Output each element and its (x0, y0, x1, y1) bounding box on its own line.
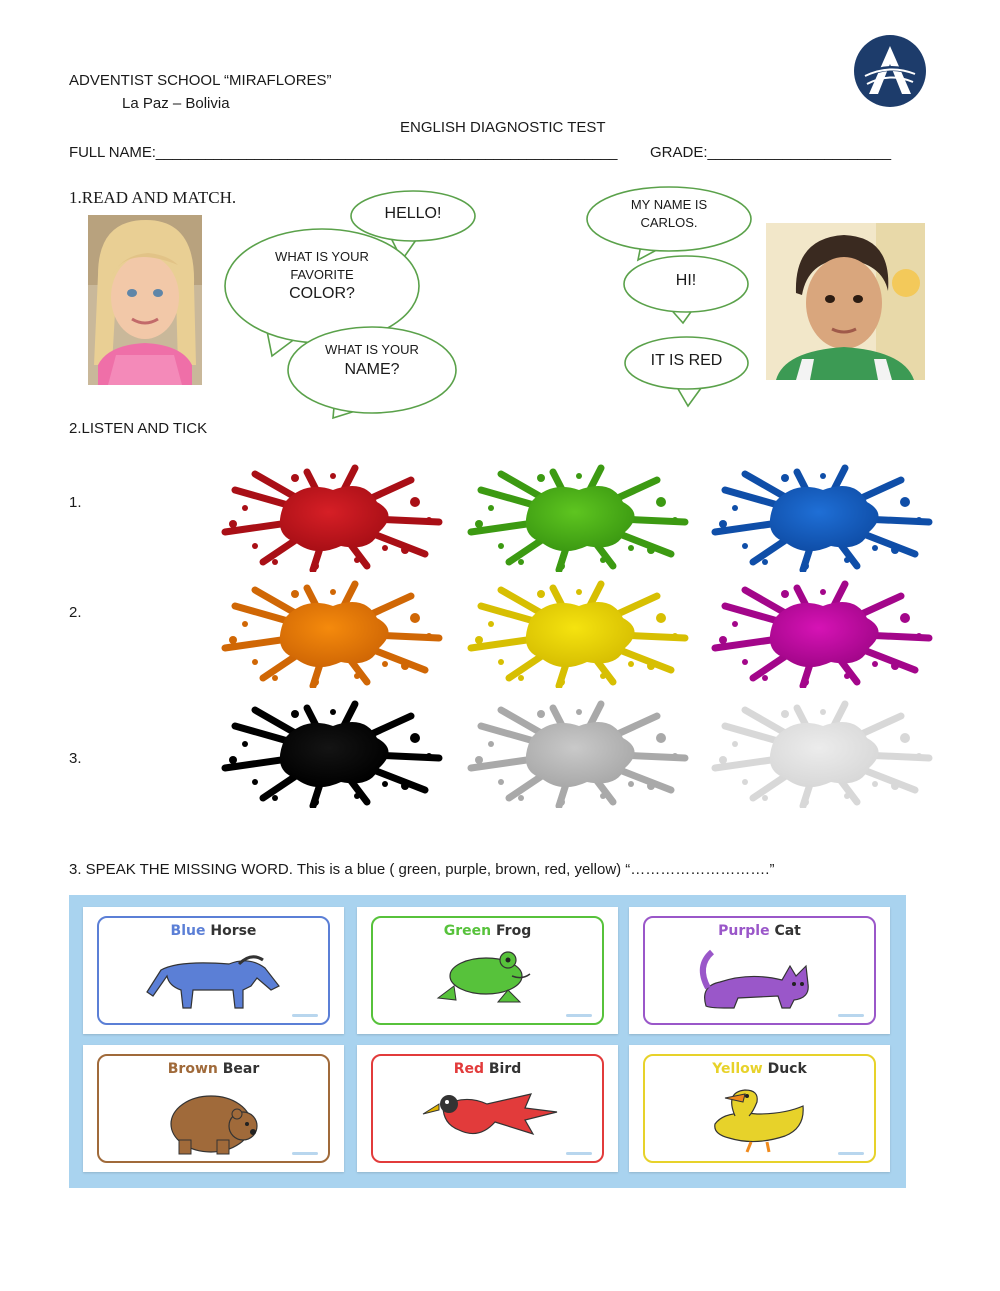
horse-icon (139, 946, 289, 1017)
card-footer-mark (838, 1152, 864, 1155)
card-color-word: Purple (718, 923, 770, 939)
magenta-paint-splat[interactable] (705, 578, 935, 688)
animal-card[interactable] (629, 907, 890, 1034)
red-paint-splat[interactable] (215, 462, 445, 572)
orange-paint-splat[interactable] (215, 578, 445, 688)
speech-bubble (623, 255, 749, 313)
row-number: 1. (69, 494, 82, 511)
card-border (97, 916, 330, 1025)
card-color-word: Red (453, 1061, 484, 1077)
card-title (99, 923, 328, 939)
animal-card[interactable] (629, 1045, 890, 1172)
bubble-text: COLOR? (289, 285, 355, 303)
yellow-paint-splat[interactable] (461, 578, 691, 688)
girl-photo (88, 215, 202, 385)
school-location: La Paz – Bolivia (122, 95, 230, 112)
bubble-text: WHAT IS YOUR (275, 249, 369, 264)
card-border (643, 916, 876, 1025)
card-animal-word: Bird (488, 1061, 522, 1077)
card-color-word: Yellow (712, 1061, 763, 1077)
card-title (373, 1061, 602, 1077)
speech-bubble (586, 186, 752, 252)
card-footer-mark (566, 1152, 592, 1155)
card-border (371, 916, 604, 1025)
bubble-text: WHAT IS YOUR (325, 342, 419, 357)
animal-card[interactable] (83, 907, 344, 1034)
row-number: 2. (69, 604, 82, 621)
card-animal-word: Horse (210, 923, 257, 939)
green-paint-splat[interactable] (461, 462, 691, 572)
bubble-text: HI! (675, 272, 697, 289)
adventist-logo-icon (853, 34, 927, 108)
animal-card[interactable] (357, 907, 618, 1034)
card-footer-mark (838, 1014, 864, 1017)
bubble-text: HELLO! (384, 205, 442, 222)
animal-cards-panel (69, 895, 906, 1188)
light-gray-paint-splat[interactable] (705, 698, 935, 808)
card-animal-word: Duck (767, 1061, 807, 1077)
card-title (373, 923, 602, 939)
card-footer-mark (566, 1014, 592, 1017)
frog-icon (428, 946, 548, 1011)
grade-field[interactable]: GRADE:______________________ (650, 144, 892, 161)
bird-icon (413, 1084, 563, 1155)
card-color-word: Blue (170, 923, 206, 939)
bubble-text: MY NAME IS (630, 197, 708, 212)
bear-icon (159, 1084, 269, 1161)
bubble-text: NAME? (344, 360, 400, 378)
blue-paint-splat[interactable] (705, 462, 935, 572)
gray-paint-splat[interactable] (461, 698, 691, 808)
animal-card[interactable] (83, 1045, 344, 1172)
section3-heading: 3. SPEAK THE MISSING WORD. This is a blue ( green, purple, brown, red, yellow) “……………………….” (69, 861, 775, 878)
test-title: ENGLISH DIAGNOSTIC TEST (400, 119, 606, 136)
bubble-text: FAVORITE (290, 266, 354, 282)
card-color-word: Brown (167, 1061, 218, 1077)
card-footer-mark (292, 1014, 318, 1017)
card-title (645, 1061, 874, 1077)
card-title (645, 923, 874, 939)
card-border (371, 1054, 604, 1163)
bubble-text: CARLOS. (640, 214, 698, 230)
card-animal-word: Cat (774, 923, 801, 939)
card-border (643, 1054, 876, 1163)
card-animal-word: Bear (222, 1061, 260, 1077)
animal-card[interactable] (357, 1045, 618, 1172)
boy-photo (766, 223, 925, 380)
card-color-word: Green (443, 923, 492, 939)
speech-bubble (287, 326, 457, 414)
bubble-text: IT IS RED (650, 352, 723, 369)
black-paint-splat[interactable] (215, 698, 445, 808)
full-name-field[interactable]: FULL NAME:________________________________________________________ (69, 144, 618, 161)
school-name: ADVENTIST SCHOOL “MIRAFLORES” (69, 72, 332, 89)
card-title (99, 1061, 328, 1077)
card-footer-mark (292, 1152, 318, 1155)
speech-bubble (624, 336, 749, 390)
cat-icon (690, 946, 830, 1017)
section2-heading: 2.LISTEN AND TICK (69, 420, 208, 437)
card-border (97, 1054, 330, 1163)
duck-icon (695, 1084, 825, 1159)
row-number: 3. (69, 750, 82, 767)
section1-heading: 1.READ AND MATCH. (69, 188, 237, 207)
card-animal-word: Frog (496, 923, 532, 939)
